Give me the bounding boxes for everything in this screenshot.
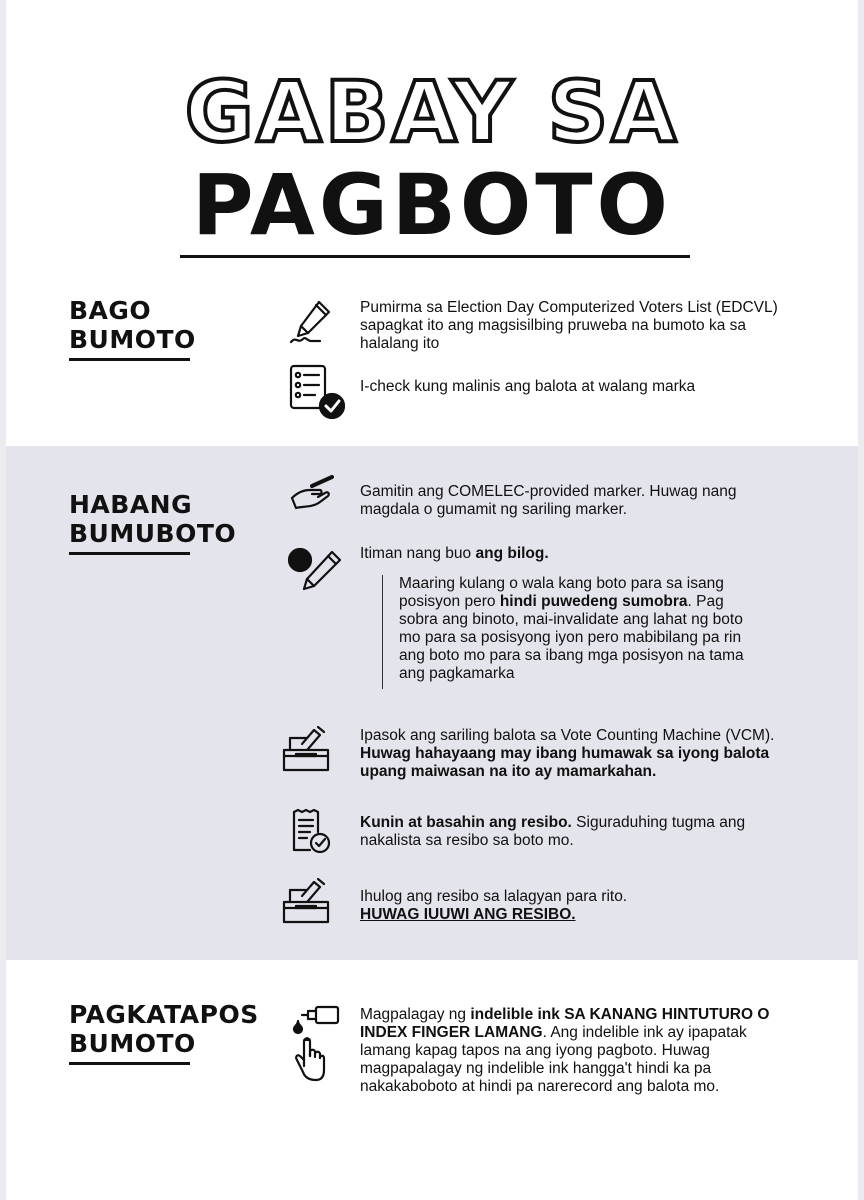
during-item-3-text (360, 727, 790, 781)
during-item-4-text (360, 814, 790, 850)
before-item-2-text: I-check kung malinis ang balota at walang marka (360, 378, 696, 395)
section-underline (69, 552, 190, 555)
heading-line: BUMUBOTO (69, 519, 237, 548)
signature-pen-icon (286, 298, 336, 348)
heading-line: BUMOTO (69, 325, 196, 354)
indelible-ink-finger-icon (290, 1004, 342, 1086)
after-item-text (360, 1006, 790, 1096)
heading-line: PAGKATAPOS (69, 1000, 259, 1029)
note-bold: hindi puwedeng sumobra (499, 593, 688, 610)
before-item-1-text: Pumirma sa Election Day Computerized Voters List (EDCVL) sapagkat ito ang magsisilbing pruweba na bumoto ka sa halalang ito (360, 299, 778, 352)
heading-line: BUMOTO (69, 1029, 196, 1058)
heading-line: HABANG (69, 490, 193, 519)
during-item-2-text (360, 545, 790, 563)
section-underline (69, 1062, 190, 1065)
ballot-box-icon (280, 724, 332, 774)
text-part: Magpalagay ng (360, 1006, 471, 1023)
voting-guide-page (6, 0, 858, 1200)
during-item-1-text: Gamitin ang COMELEC-provided marker. Huwag nang magdala o gumamit ng sariling marker. (360, 483, 737, 518)
overvote-note (382, 575, 759, 689)
ballot-box-icon (280, 876, 332, 926)
note-part: Maaring kulang o wala kang boto para sa isang posisyon pero (399, 575, 724, 610)
title-line-1: GABAY SA (184, 63, 680, 161)
section-underline (69, 358, 190, 361)
text-part: . Ang indelible ink ay ipapatak lamang kapag tapos na ang iyong pagboto. Huwag magpapalagay ng indelible ink hangga't hindi ka pa nakakaboboto at hindi pa narerecord ang balota mo. (360, 1024, 747, 1095)
text-bold: Kunin at basahin ang resibo. (360, 814, 572, 831)
title-underline (180, 255, 690, 258)
receipt-check-icon (290, 808, 334, 856)
text-part: Itiman nang buo (360, 545, 476, 562)
text-part: Ipasok ang sariling balota sa Vote Counting Machine (VCM). (360, 727, 775, 744)
section-heading-during (69, 490, 236, 548)
text-part: Ihulog ang resibo sa lalagyan para rito. (360, 888, 628, 905)
text-bold: ang bilog. (475, 545, 549, 562)
text-bold: indelible ink SA KANANG HINTUTURO O INDEX FINGER LAMANG (360, 1006, 770, 1041)
during-item-5-text (360, 888, 790, 924)
checklist-icon (288, 364, 350, 422)
section-heading-after (69, 1000, 259, 1058)
shade-circle-icon (286, 544, 346, 594)
text-underlined-bold: HUWAG IUUWI ANG RESIBO. (360, 906, 576, 923)
title-line-2: PAGBOTO (192, 156, 672, 254)
note-part: . Pag sobra ang binoto, mai-invalidate ang lahat ng boto mo para sa posisyong iyon pero mabibilang pa rin ang boto mo para sa ibang mga posisyon na tama ang pagkamarka (399, 593, 744, 682)
heading-line: BAGO (69, 296, 152, 325)
hand-marker-icon (288, 474, 336, 514)
text-part: Siguraduhing tugma ang nakalista sa resibo sa boto mo. (360, 814, 746, 849)
text-bold: Huwag hahayaang may ibang humawak sa iyong balota upang maiwasan na ito ay mamarkahan. (360, 745, 770, 780)
section-heading-before (69, 296, 196, 354)
